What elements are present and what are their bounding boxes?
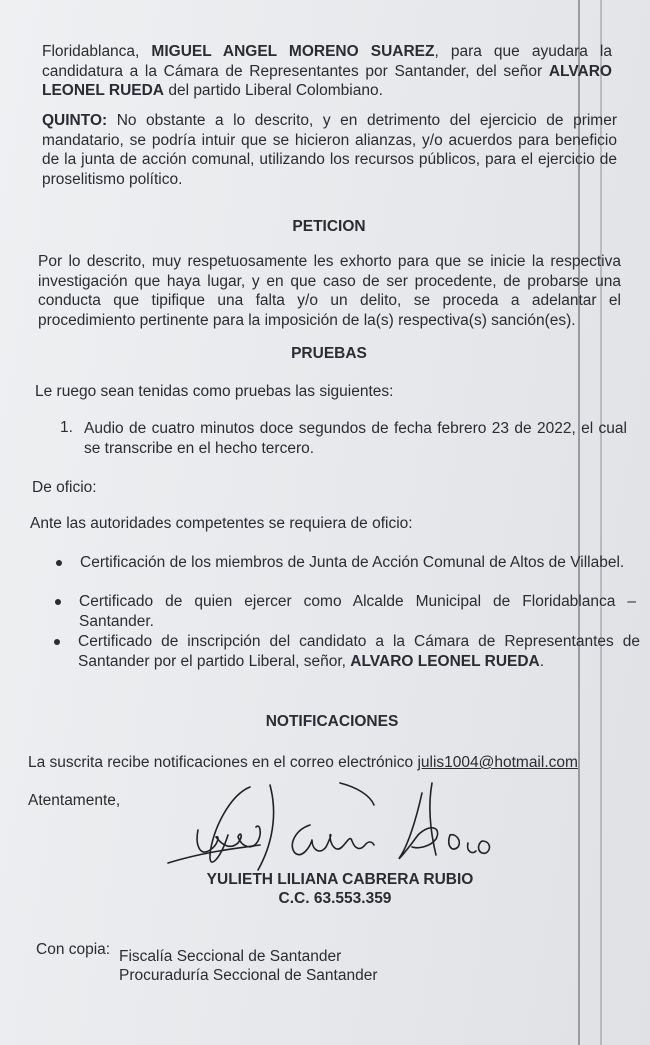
copia-label: Con copia: bbox=[36, 941, 111, 958]
notificaciones-paragraph bbox=[28, 753, 643, 773]
de-oficio-label: De oficio: bbox=[32, 479, 97, 496]
handwritten-signature bbox=[160, 775, 500, 885]
copia-recipient: Fiscalía Seccional de Santander bbox=[119, 948, 342, 965]
peticion-paragraph: Por lo descrito, muy respetuosamente les exhorto para que se inicie la respectiva investigación que haya lugar, y en que caso de ser procedente, de probarse una conducta que tipifique una falta y/o un delito, se proceda a adelantar el procedimiento pertinente para la imposición de la(s) respectiva(s) sanción(es). bbox=[38, 253, 621, 329]
list-number: 1. bbox=[60, 419, 73, 436]
email-link[interactable]: julis1004@hotmail.com bbox=[417, 754, 578, 771]
atentamente-text: Atentamente, bbox=[28, 792, 121, 809]
intro-text: Floridablanca, bbox=[42, 43, 152, 60]
signer-name: YULIETH LILIANA CABRERA RUBIO bbox=[206, 871, 474, 888]
notificaciones-text: La suscrita recibe notificaciones en el correo electrónico bbox=[28, 754, 418, 771]
bullet-item: Certificado de quien ejercer como Alcalde Municipal de Floridablanca – Santander. bbox=[79, 593, 636, 630]
ante-paragraph: Ante las autoridades competentes se requiera de oficio: bbox=[30, 515, 413, 532]
pruebas-heading: PRUEBAS bbox=[291, 345, 367, 362]
bullet-text: . bbox=[539, 652, 545, 670]
bullet-icon bbox=[55, 599, 61, 605]
candidate-name: ALVARO LEONEL RUEDA bbox=[42, 62, 612, 99]
quinto-paragraph bbox=[42, 111, 617, 189]
bullet-icon bbox=[54, 639, 60, 645]
bullet-icon bbox=[56, 560, 62, 566]
intro-paragraph bbox=[42, 42, 612, 101]
peticion-heading: PETICION bbox=[292, 218, 366, 235]
person-name: MIGUEL ANGEL MORENO SUAREZ bbox=[151, 43, 435, 60]
intro-text: , para que ayudara la candidatura a la Cámara de Representantes por Santander, del señor bbox=[42, 43, 612, 80]
bullet-item bbox=[78, 632, 640, 671]
intro-text: del partido Liberal Colombiano. bbox=[164, 82, 383, 99]
signer-id: C.C. 63.553.359 bbox=[278, 890, 392, 907]
quinto-label: QUINTO: bbox=[42, 112, 108, 129]
bullet-text: Certificado de inscripción del candidato a la Cámara de Representantes de Santander por el partido Liberal, señor, bbox=[78, 633, 640, 670]
candidate-name: ALVARO LEONEL RUEDA bbox=[350, 652, 540, 670]
list-item: Audio de cuatro minutos doce segundos de fecha febrero 23 de 2022, el cual se transcribe en el hecho tercero. bbox=[84, 420, 627, 457]
quinto-text: No obstante a lo descrito, y en detrimento del ejercicio de primer mandatario, se podría intuir que se hicieron alianzas, y/o acuerdos para beneficio de la junta de acción comunal, utilizando los recursos públicos, para el ejercicio de proselitismo político. bbox=[42, 112, 617, 188]
copia-recipient: Procuraduría Seccional de Santander bbox=[119, 967, 378, 984]
pruebas-intro: Le ruego sean tenidas como pruebas las siguientes: bbox=[35, 383, 394, 400]
bullet-item: Certificación de los miembros de Junta de Acción Comunal de Altos de Villabel. bbox=[80, 554, 625, 571]
notificaciones-heading: NOTIFICACIONES bbox=[265, 713, 399, 730]
